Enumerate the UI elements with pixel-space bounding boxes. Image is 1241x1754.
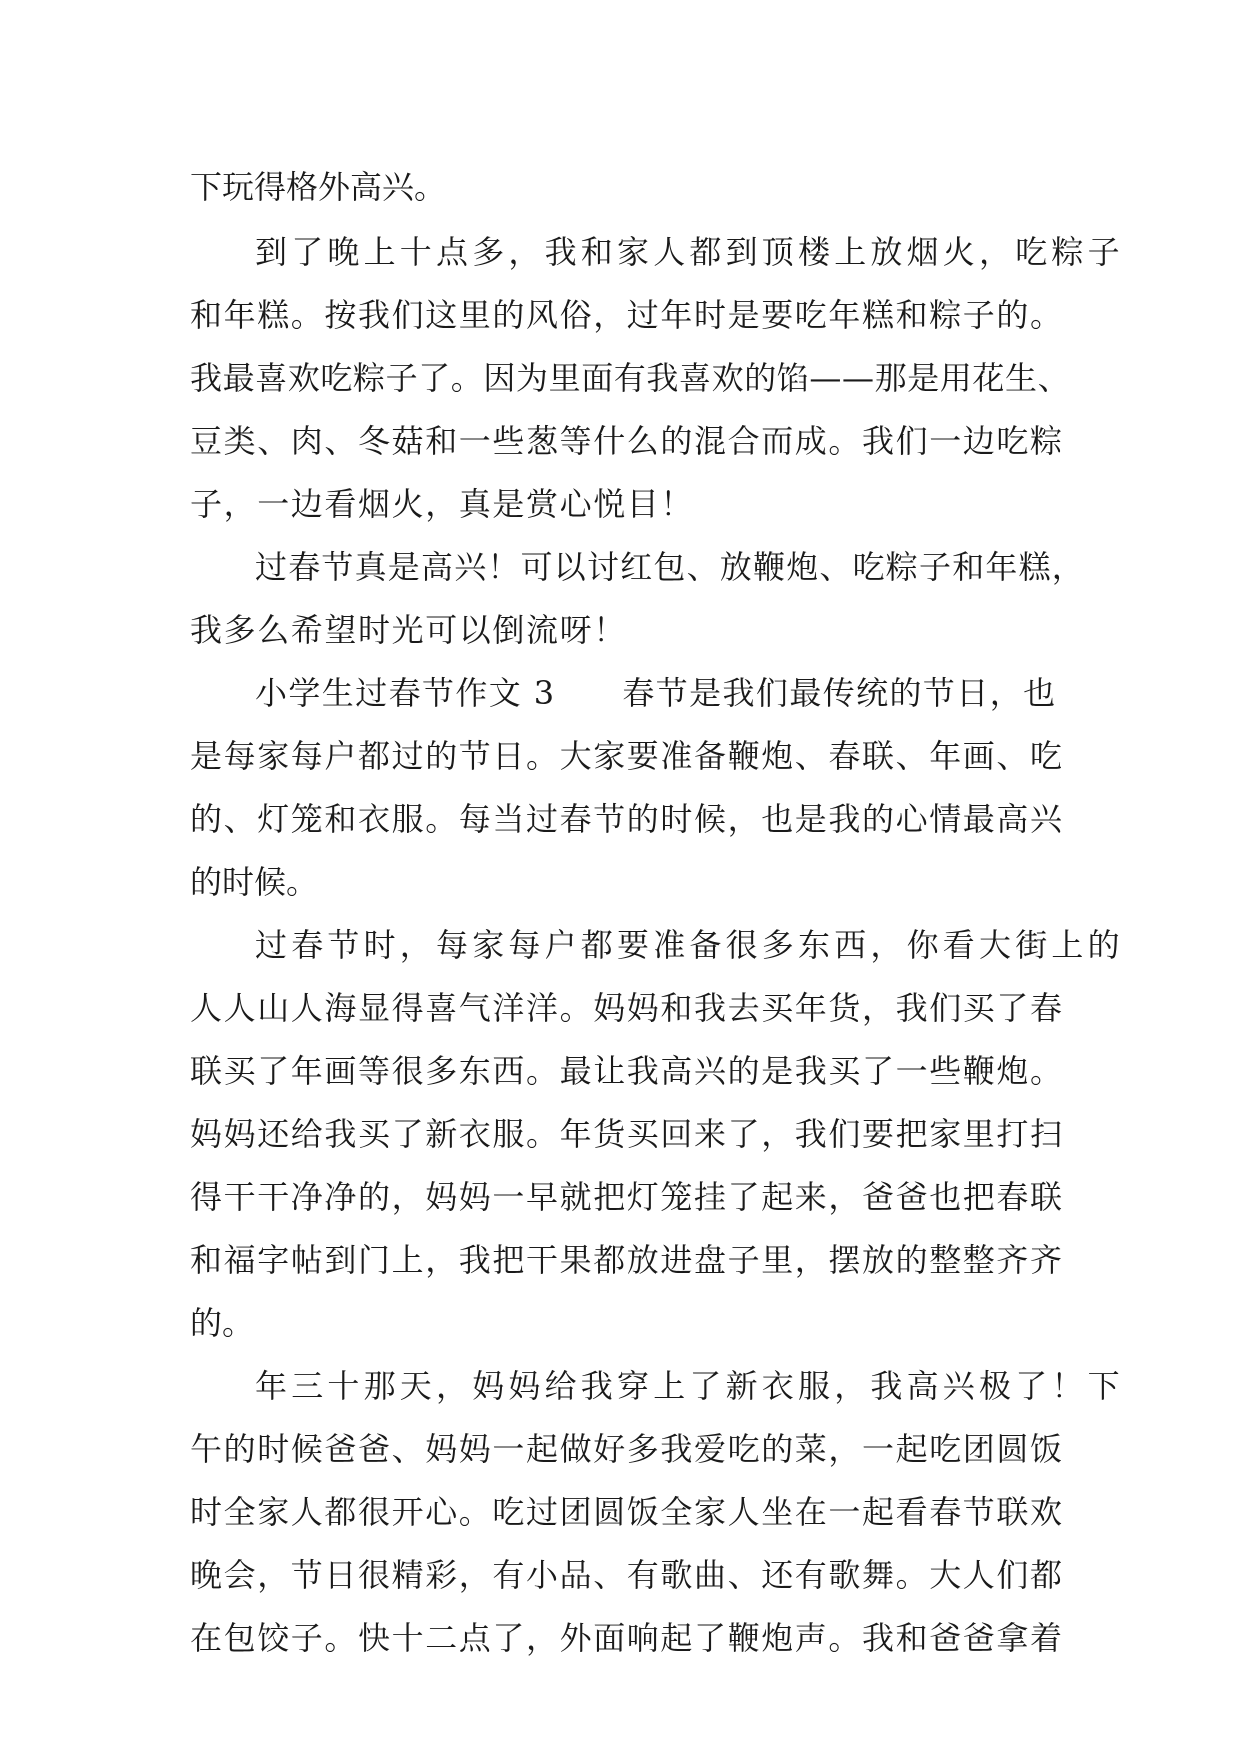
text-line bbox=[0, 605, 1241, 665]
text-line-content: 的、灯笼和衣服。每当过春节的时候，也是我的心情最高兴 bbox=[190, 800, 1064, 838]
text-line bbox=[0, 731, 1241, 791]
text-line bbox=[0, 353, 1241, 413]
text-line-content: 妈妈还给我买了新衣服。年货买回来了，我们要把家里打扫 bbox=[190, 1115, 1064, 1153]
text-line-content: 的时候。 bbox=[190, 863, 319, 901]
text-line bbox=[0, 668, 1241, 728]
text-line bbox=[0, 416, 1241, 476]
text-line bbox=[0, 983, 1241, 1043]
text-line-content: 是每家每户都过的节日。大家要准备鞭炮、春联、年画、吃 bbox=[190, 737, 1064, 775]
text-line bbox=[0, 1298, 1241, 1358]
text-line bbox=[0, 1424, 1241, 1484]
text-line-content: 到了晚上十点多，我和家人都到顶楼上放烟火，吃粽子 bbox=[255, 233, 1124, 271]
text-line-content: 晚会，节日很精彩，有小品、有歌曲、还有歌舞。大人们都 bbox=[190, 1556, 1064, 1594]
text-line-content: 的。 bbox=[190, 1304, 255, 1342]
text-line-content: 联买了年画等很多东西。最让我高兴的是我买了一些鞭炮。 bbox=[190, 1052, 1064, 1090]
text-line bbox=[0, 542, 1241, 602]
text-line bbox=[0, 1109, 1241, 1169]
text-line-content: 年三十那天，妈妈给我穿上了新衣服，我高兴极了！下 bbox=[255, 1367, 1124, 1405]
text-line bbox=[0, 162, 1241, 222]
text-line bbox=[0, 1550, 1241, 1610]
text-line bbox=[0, 1235, 1241, 1295]
text-line bbox=[0, 1172, 1241, 1232]
text-line bbox=[0, 1613, 1241, 1673]
text-line-content: 和年糕。按我们这里的风俗，过年时是要吃年糕和粽子的。 bbox=[190, 296, 1064, 334]
text-line-content: 时全家人都很开心。吃过团圆饭全家人坐在一起看春节联欢 bbox=[190, 1493, 1064, 1531]
text-line-content: 我最喜欢吃粽子了。因为里面有我喜欢的馅——那是用花生、 bbox=[190, 359, 1071, 397]
text-line-content: 和福字帖到门上，我把干果都放进盘子里，摆放的整整齐齐 bbox=[190, 1241, 1064, 1279]
text-line-content: 子，一边看烟火，真是赏心悦目！ bbox=[190, 485, 695, 523]
text-line bbox=[0, 920, 1241, 980]
text-line bbox=[0, 1361, 1241, 1421]
text-line-content: 得干干净净的，妈妈一早就把灯笼挂了起来，爸爸也把春联 bbox=[190, 1178, 1064, 1216]
text-line bbox=[0, 857, 1241, 917]
text-line-content: 我多么希望时光可以倒流呀！ bbox=[190, 611, 627, 649]
text-line bbox=[0, 290, 1241, 350]
text-line-content: 豆类、肉、冬菇和一些葱等什么的混合而成。我们一边吃粽 bbox=[190, 422, 1064, 460]
text-line-content: 人人山人海显得喜气洋洋。妈妈和我去买年货，我们买了春 bbox=[190, 989, 1064, 1027]
text-line-content: 过春节时，每家每户都要准备很多东西，你看大街上的 bbox=[255, 926, 1124, 964]
text-line-content: 过春节真是高兴！可以讨红包、放鞭炮、吃粽子和年糕， bbox=[255, 548, 1086, 586]
text-line-content: 在包饺子。快十二点了，外面响起了鞭炮声。我和爸爸拿着 bbox=[190, 1619, 1064, 1657]
text-line-content: 小学生过春节作文 3 春节是我们最传统的节日，也 bbox=[255, 674, 1057, 712]
text-line bbox=[0, 794, 1241, 854]
text-line bbox=[0, 227, 1241, 287]
text-line bbox=[0, 1046, 1241, 1106]
text-line-content: 下玩得格外高兴。 bbox=[190, 168, 447, 206]
text-line-content: 午的时候爸爸、妈妈一起做好多我爱吃的菜，一起吃团圆饭 bbox=[190, 1430, 1064, 1468]
text-line bbox=[0, 1487, 1241, 1547]
text-line bbox=[0, 479, 1241, 539]
